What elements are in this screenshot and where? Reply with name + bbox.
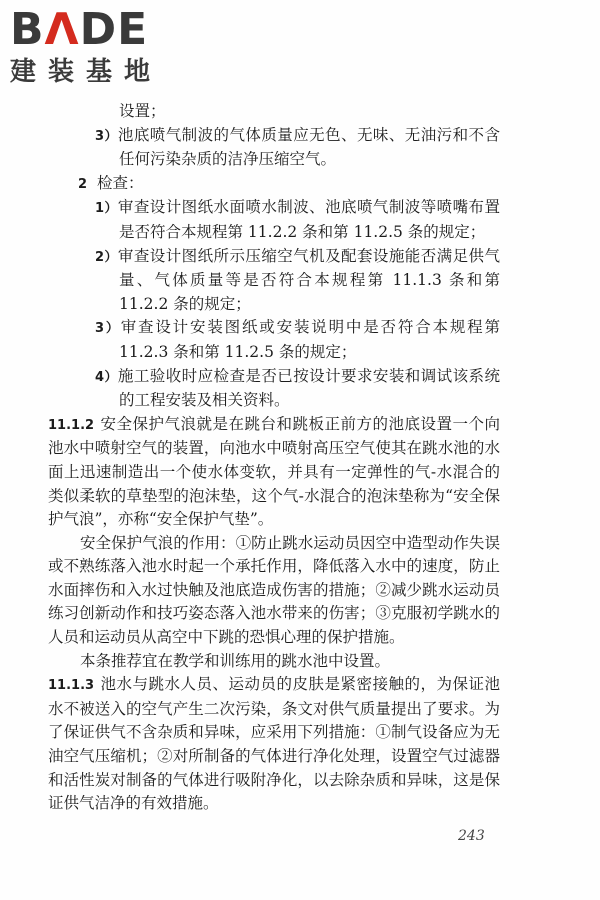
page-number: 243 <box>458 828 485 844</box>
item-text: 审查设计安装图纸或安装说明中是否符合本规程第 11.2.3 条和第 11.2.5 条的规定； <box>119 318 500 361</box>
clause-11-1-3 <box>48 673 500 816</box>
list-item <box>48 196 500 244</box>
item-text: 审查设计图纸所示压缩空气机及配套设施能否满足供气量、气体质量等是否符合本规程第 11.1.3 条和第 11.2.2 条的规定； <box>117 246 500 313</box>
publisher-logo <box>10 4 175 88</box>
section-number: 2 <box>78 176 88 192</box>
paragraph-function: 安全保护气浪的作用：①防止跳水运动员因空中造型动作失误或不熟练落入池水时起一个承托作用，降低落入水中的速度，防止水面摔伤和入水过快触及池底造成伤害的措施；②减少跳水运动员练习创新动作和技巧姿态落入池水带来的伤害；③克服初学跳水的人员和运动员从高空中下跳的恐惧心理的保护措施。 <box>48 533 500 647</box>
item-number: 4） <box>95 369 118 385</box>
section-title: 检查： <box>97 173 144 192</box>
continuation-line: 设置； <box>119 102 166 120</box>
item-text: 池底喷气制波的气体质量应无色、无味、无油污和不含任何污染杂质的洁净压缩空气。 <box>117 125 500 169</box>
section-heading <box>48 172 500 197</box>
list-item <box>48 124 500 172</box>
page-body <box>48 100 500 816</box>
clause-text: 安全保护气浪就是在跳台和跳板正前方的池底设置一个向池水中喷射空气的装置，向池水中喷射高压空气使其在跳水池的水面上迅速制造出一个使水体变软，并具有一定弹性的气-水混合的类似柔软的草垫型的泡沫垫，这个气-水混合的泡沫垫称为“安全保护气浪”，亦称“安全保护气垫”。 <box>48 414 500 529</box>
list-item <box>48 316 500 364</box>
item-number: 1） <box>95 201 118 217</box>
list-item <box>48 365 500 413</box>
clause-11-1-2 <box>48 413 500 532</box>
clause-number: 11.1.2 <box>48 417 95 433</box>
list-item <box>48 245 500 317</box>
item-number: 3） <box>95 128 118 144</box>
paragraph-recommend: 本条推荐宜在教学和训练用的跳水池中设置。 <box>80 651 391 670</box>
item-text: 审查设计图纸水面喷水制波、池底喷气制波等喷嘴布置是否符合本规程第 11.2.2 条和第 11.2.5 条的规定； <box>117 198 500 241</box>
item-text: 施工验收时应检查是否已按设计要求安装和调试该系统的工程安装及相关资料。 <box>117 366 500 410</box>
clause-number: 11.1.3 <box>48 678 95 694</box>
logo-triangle-icon: Λ <box>44 4 80 55</box>
item-number: 3） <box>95 321 121 337</box>
logo-subtitle: 建装基地 <box>10 57 163 87</box>
logo-wordmark: BΛDE <box>10 4 149 55</box>
item-number: 2） <box>95 249 118 265</box>
clause-text: 池水与跳水人员、运动员的皮肤是紧密接触的，为保证池水不被送入的空气产生二次污染，条文对供气质量提出了要求。为了保证供气不含杂质和异味，应采用下列措施：①制气设备应为无油空气压缩机；②对所制备的气体进行净化处理，设置空气过滤器和活性炭对制备的气体进行吸附净化，以去除杂质和异味，这是保证供气洁净的有效措施。 <box>48 675 500 813</box>
